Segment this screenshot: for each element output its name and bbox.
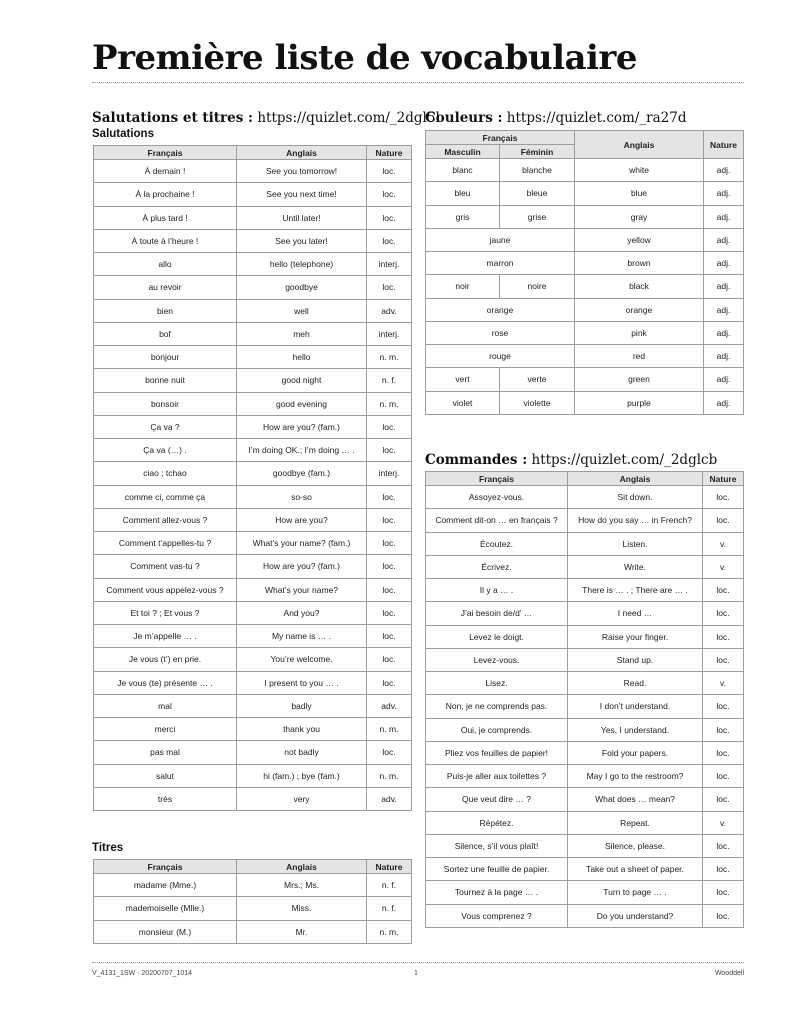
cell-nature: adj. [704, 368, 744, 391]
cell-anglais: good night [237, 369, 367, 392]
cell-nature: loc. [367, 532, 412, 555]
cell-francais: ciao ; tchao [94, 462, 237, 485]
cell-nature: loc. [703, 765, 744, 788]
cell-francais: Oui, je comprends. [426, 718, 568, 741]
cell-nature: loc. [703, 579, 744, 602]
cell-anglais: Read. [568, 672, 703, 695]
couleurs-heading [425, 110, 686, 126]
cell-nature: adj. [704, 391, 744, 414]
table-row [426, 672, 744, 695]
cell-anglais: meh [237, 322, 367, 345]
cell-anglais: blue [575, 182, 704, 205]
couleurs-table [425, 130, 744, 415]
cell-feminin: noire [500, 275, 575, 298]
cell-anglais: Take out a sheet of paper. [568, 858, 703, 881]
cell-nature: loc. [703, 509, 744, 532]
cell-nature: loc. [367, 625, 412, 648]
salutations-header-row [94, 146, 412, 160]
cell-nature: v. [703, 532, 744, 555]
cell-anglais: I need … [568, 602, 703, 625]
cell-nature: loc. [703, 602, 744, 625]
table-row [94, 694, 412, 717]
cell-anglais: Write. [568, 555, 703, 578]
table-row [94, 369, 412, 392]
cell-francais: Puis-je aller aux toilettes ? [426, 765, 568, 788]
cell-francais: À plus tard ! [94, 206, 237, 229]
col-header-masculin: Masculin [426, 145, 500, 159]
cell-francais: Pliez vos feuilles de papier! [426, 741, 568, 764]
footer-author: Wooddell [714, 970, 744, 977]
table-row [426, 321, 744, 344]
cell-anglais: What’s your name? (fam.) [237, 532, 367, 555]
cell-nature: loc. [703, 788, 744, 811]
cell-masculin: violet [426, 391, 500, 414]
cell-anglais: Until later! [237, 206, 367, 229]
commandes-header-row [426, 472, 744, 486]
table-row [426, 602, 744, 625]
cell-nature: loc. [703, 486, 744, 509]
col-header-nature: Nature [704, 131, 744, 159]
table-row [426, 579, 744, 602]
table-row [426, 811, 744, 834]
table-row [426, 298, 744, 321]
cell-nature: adj. [704, 182, 744, 205]
cell-francais: mal [94, 694, 237, 717]
cell-francais: pas mal [94, 741, 237, 764]
cell-feminin: violette [500, 391, 575, 414]
table-row [426, 205, 744, 228]
cell-nature: n. m. [367, 764, 412, 787]
cell-nature: loc. [703, 904, 744, 927]
table-row [426, 532, 744, 555]
cell-masculin: gris [426, 205, 500, 228]
table-row [426, 718, 744, 741]
footer-document-code: V_4131_1SW · 20200707_1014 [92, 970, 193, 977]
col-header-francais-group: Français [426, 131, 575, 145]
cell-francais: allo [94, 253, 237, 276]
cell-francais: Tournez à la page … . [426, 881, 568, 904]
cell-anglais: goodbye [237, 276, 367, 299]
table-row [426, 858, 744, 881]
cell-anglais: I don’t understand. [568, 695, 703, 718]
salutations-heading [92, 110, 440, 126]
cell-francais: Répétez. [426, 811, 568, 834]
table-row [94, 415, 412, 438]
cell-anglais: yellow [575, 228, 704, 251]
cell-nature: loc. [367, 276, 412, 299]
cell-francais: jaune [426, 228, 575, 251]
cell-anglais: hi (fam.) ; bye (fam.) [237, 764, 367, 787]
cell-francais: monsieur (M.) [94, 920, 237, 943]
cell-anglais: Do you understand? [568, 904, 703, 927]
cell-anglais: well [237, 299, 367, 322]
commandes-heading [425, 452, 717, 468]
commandes-table [425, 471, 744, 928]
cell-nature: adj. [704, 252, 744, 275]
cell-anglais: Yes, I understand. [568, 718, 703, 741]
cell-francais: Ça va ? [94, 415, 237, 438]
cell-francais: Comment t’appelles-tu ? [94, 532, 237, 555]
table-row [426, 904, 744, 927]
table-row [426, 345, 744, 368]
cell-francais: J’ai besoin de/d’ … [426, 602, 568, 625]
cell-francais: Lisez. [426, 672, 568, 695]
table-row [426, 391, 744, 414]
table-row [426, 275, 744, 298]
cell-nature: loc. [367, 578, 412, 601]
cell-anglais: green [575, 368, 704, 391]
col-header-anglais: Anglais [237, 860, 367, 874]
titres-table [93, 859, 412, 944]
table-row [426, 159, 744, 182]
cell-anglais: See you next time! [237, 183, 367, 206]
table-row [94, 741, 412, 764]
table-row [426, 252, 744, 275]
table-row [94, 787, 412, 810]
cell-francais: rose [426, 321, 575, 344]
cell-nature: adj. [704, 159, 744, 182]
titres-subheading: Titres [92, 842, 124, 854]
cell-anglais: Turn to page … . [568, 881, 703, 904]
cell-francais: Comment vous appelez-vous ? [94, 578, 237, 601]
cell-nature: loc. [367, 206, 412, 229]
cell-nature: adj. [704, 205, 744, 228]
cell-francais: salut [94, 764, 237, 787]
table-row [94, 508, 412, 531]
cell-francais: Levez-vous. [426, 648, 568, 671]
cell-nature: adj. [704, 298, 744, 321]
cell-francais: Et toi ? ; Et vous ? [94, 601, 237, 624]
table-row [94, 601, 412, 624]
cell-anglais: How are you? (fam.) [237, 415, 367, 438]
col-header-nature: Nature [367, 146, 412, 160]
cell-francais: bonjour [94, 346, 237, 369]
couleurs-heading-label: Couleurs : [425, 110, 503, 126]
cell-anglais: hello [237, 346, 367, 369]
cell-anglais: What’s your name? [237, 578, 367, 601]
col-header-feminin: Féminin [500, 145, 575, 159]
cell-anglais: white [575, 159, 704, 182]
cell-francais: marron [426, 252, 575, 275]
cell-nature: loc. [703, 648, 744, 671]
table-row [426, 182, 744, 205]
cell-anglais: My name is … . [237, 625, 367, 648]
cell-masculin: noir [426, 275, 500, 298]
table-row [94, 229, 412, 252]
cell-francais: À la prochaine ! [94, 183, 237, 206]
cell-nature: loc. [703, 741, 744, 764]
cell-anglais: What does … mean? [568, 788, 703, 811]
cell-francais: bof [94, 322, 237, 345]
cell-anglais: How are you? [237, 508, 367, 531]
cell-nature: loc. [703, 858, 744, 881]
cell-francais: Ça va (…) . [94, 439, 237, 462]
cell-francais: orange [426, 298, 575, 321]
salutations-heading-label: Salutations et titres : [92, 110, 254, 126]
cell-nature: loc. [367, 229, 412, 252]
table-row [426, 648, 744, 671]
cell-nature: loc. [367, 601, 412, 624]
cell-nature: n. m. [367, 920, 412, 943]
cell-anglais: How do you say … in French? [568, 509, 703, 532]
cell-anglais: Silence, please. [568, 834, 703, 857]
cell-francais: Que veut dire … ? [426, 788, 568, 811]
cell-anglais: hello (telephone) [237, 253, 367, 276]
cell-nature: adv. [367, 299, 412, 322]
cell-anglais: gray [575, 205, 704, 228]
cell-anglais: thank you [237, 718, 367, 741]
cell-francais: Vous comprenez ? [426, 904, 568, 927]
cell-nature: loc. [703, 881, 744, 904]
cell-nature: n. f. [367, 897, 412, 920]
cell-anglais: You’re welcome. [237, 648, 367, 671]
cell-francais: Non, je ne comprends pas. [426, 695, 568, 718]
cell-feminin: grise [500, 205, 575, 228]
cell-anglais: Sit down. [568, 486, 703, 509]
cell-masculin: vert [426, 368, 500, 391]
titres-header-row [94, 860, 412, 874]
col-header-anglais: Anglais [575, 131, 704, 159]
commandes-url-link[interactable]: https://quizlet.com/_2dglcb [531, 452, 718, 468]
cell-anglais: badly [237, 694, 367, 717]
cell-masculin: bleu [426, 182, 500, 205]
table-row [94, 206, 412, 229]
cell-anglais: May I go to the restroom? [568, 765, 703, 788]
cell-francais: mademoiselle (Mlle.) [94, 897, 237, 920]
cell-nature: n. m. [367, 392, 412, 415]
cell-anglais: not badly [237, 741, 367, 764]
cell-anglais: I present to you … . [237, 671, 367, 694]
col-header-francais: Français [94, 860, 237, 874]
table-row [426, 741, 744, 764]
cell-nature: loc. [367, 160, 412, 183]
cell-nature: loc. [703, 695, 744, 718]
table-row [94, 874, 412, 897]
table-row [426, 765, 744, 788]
table-row [426, 555, 744, 578]
cell-nature: n. m. [367, 346, 412, 369]
cell-nature: v. [703, 672, 744, 695]
cell-nature: loc. [367, 183, 412, 206]
cell-francais: madame (Mme.) [94, 874, 237, 897]
cell-anglais: See you later! [237, 229, 367, 252]
cell-nature: loc. [367, 439, 412, 462]
cell-francais: Il y a … . [426, 579, 568, 602]
cell-anglais: very [237, 787, 367, 810]
table-row [426, 509, 744, 532]
cell-anglais: Stand up. [568, 648, 703, 671]
table-row [426, 881, 744, 904]
col-header-francais: Français [94, 146, 237, 160]
cell-nature: loc. [367, 485, 412, 508]
table-row [94, 555, 412, 578]
col-header-francais: Français [426, 472, 568, 486]
table-row [94, 718, 412, 741]
cell-francais: Levez le doigt. [426, 625, 568, 648]
cell-francais: comme ci, comme ça [94, 485, 237, 508]
cell-francais: Assoyez-vous. [426, 486, 568, 509]
cell-anglais: There is … . ; There are … . [568, 579, 703, 602]
cell-francais: Écrivez. [426, 555, 568, 578]
cell-anglais: so-so [237, 485, 367, 508]
cell-nature: n. m. [367, 718, 412, 741]
cell-anglais: black [575, 275, 704, 298]
cell-francais: Je vous (t’) en prie. [94, 648, 237, 671]
table-row [426, 695, 744, 718]
cell-francais: Silence, s’il vous plaît! [426, 834, 568, 857]
table-row [94, 299, 412, 322]
cell-nature: n. f. [367, 874, 412, 897]
table-row [94, 920, 412, 943]
cell-anglais: brown [575, 252, 704, 275]
table-row [94, 897, 412, 920]
couleurs-url-link[interactable]: https://quizlet.com/_ra27d [506, 110, 687, 126]
table-row [426, 788, 744, 811]
cell-nature: loc. [703, 625, 744, 648]
cell-anglais: Repeat. [568, 811, 703, 834]
cell-anglais: orange [575, 298, 704, 321]
salutations-subheading: Salutations [92, 128, 154, 140]
cell-nature: interj. [367, 253, 412, 276]
table-row [94, 578, 412, 601]
cell-nature: loc. [367, 555, 412, 578]
couleurs-group-header-row [426, 131, 744, 145]
table-row [426, 625, 744, 648]
cell-francais: Comment dit-on … en français ? [426, 509, 568, 532]
table-row [426, 486, 744, 509]
cell-francais: bonsoir [94, 392, 237, 415]
col-header-anglais: Anglais [237, 146, 367, 160]
cell-anglais: Mr. [237, 920, 367, 943]
table-row [94, 253, 412, 276]
cell-anglais: And you? [237, 601, 367, 624]
cell-nature: loc. [703, 834, 744, 857]
cell-nature: loc. [367, 508, 412, 531]
table-row [94, 764, 412, 787]
cell-anglais: goodbye (fam.) [237, 462, 367, 485]
cell-anglais: How are you? (fam.) [237, 555, 367, 578]
table-row [426, 228, 744, 251]
page-title: Première liste de vocabulaire [92, 38, 637, 78]
footer [92, 970, 744, 982]
cell-feminin: blanche [500, 159, 575, 182]
table-row [426, 368, 744, 391]
cell-anglais: good evening [237, 392, 367, 415]
table-row [94, 276, 412, 299]
table-row [94, 462, 412, 485]
table-row [94, 439, 412, 462]
cell-anglais: Listen. [568, 532, 703, 555]
cell-nature: loc. [367, 648, 412, 671]
col-header-anglais: Anglais [568, 472, 703, 486]
table-row [94, 532, 412, 555]
table-row [94, 392, 412, 415]
table-row [426, 834, 744, 857]
cell-francais: bonne nuit [94, 369, 237, 392]
cell-francais: À demain ! [94, 160, 237, 183]
cell-nature: adj. [704, 321, 744, 344]
cell-anglais: See you tomorrow! [237, 160, 367, 183]
cell-anglais: purple [575, 391, 704, 414]
cell-feminin: bleue [500, 182, 575, 205]
cell-nature: adj. [704, 345, 744, 368]
cell-nature: loc. [367, 671, 412, 694]
cell-francais: très [94, 787, 237, 810]
footer-divider [92, 962, 744, 963]
cell-nature: adv. [367, 787, 412, 810]
cell-anglais: Mrs.; Ms. [237, 874, 367, 897]
cell-francais: À toute à l’heure ! [94, 229, 237, 252]
cell-nature: loc. [367, 741, 412, 764]
salutations-table [93, 145, 412, 811]
table-row [94, 671, 412, 694]
col-header-nature: Nature [367, 860, 412, 874]
cell-francais: Sortez une feuille de papier. [426, 858, 568, 881]
cell-anglais: pink [575, 321, 704, 344]
salutations-url-link[interactable]: https://quizlet.com/_2dgl5l [257, 110, 440, 126]
table-row [94, 183, 412, 206]
cell-nature: interj. [367, 322, 412, 345]
title-divider [92, 82, 744, 83]
cell-nature: adj. [704, 275, 744, 298]
cell-francais: rouge [426, 345, 575, 368]
footer-page-number: 1 [414, 970, 418, 977]
cell-francais: Comment allez-vous ? [94, 508, 237, 531]
cell-masculin: blanc [426, 159, 500, 182]
cell-nature: v. [703, 811, 744, 834]
commandes-heading-label: Commandes : [425, 452, 528, 468]
cell-francais: au revoir [94, 276, 237, 299]
cell-francais: merci [94, 718, 237, 741]
table-row [94, 322, 412, 345]
table-row [94, 625, 412, 648]
table-row [94, 160, 412, 183]
cell-anglais: Miss. [237, 897, 367, 920]
cell-nature: interj. [367, 462, 412, 485]
cell-anglais: red [575, 345, 704, 368]
cell-francais: Je vous (te) présente … . [94, 671, 237, 694]
table-row [94, 648, 412, 671]
cell-nature: adv. [367, 694, 412, 717]
table-row [94, 485, 412, 508]
cell-feminin: verte [500, 368, 575, 391]
cell-nature: v. [703, 555, 744, 578]
cell-francais: Je m’appelle … . [94, 625, 237, 648]
col-header-nature: Nature [703, 472, 744, 486]
cell-anglais: Fold your papers. [568, 741, 703, 764]
cell-nature: loc. [703, 718, 744, 741]
cell-nature: adj. [704, 228, 744, 251]
cell-francais: Écoutez. [426, 532, 568, 555]
cell-anglais: Raise your finger. [568, 625, 703, 648]
cell-nature: loc. [367, 415, 412, 438]
table-row [94, 346, 412, 369]
cell-nature: n. f. [367, 369, 412, 392]
cell-francais: Comment vas-tu ? [94, 555, 237, 578]
cell-anglais: I’m doing OK.; I’m doing … . [237, 439, 367, 462]
cell-francais: bien [94, 299, 237, 322]
